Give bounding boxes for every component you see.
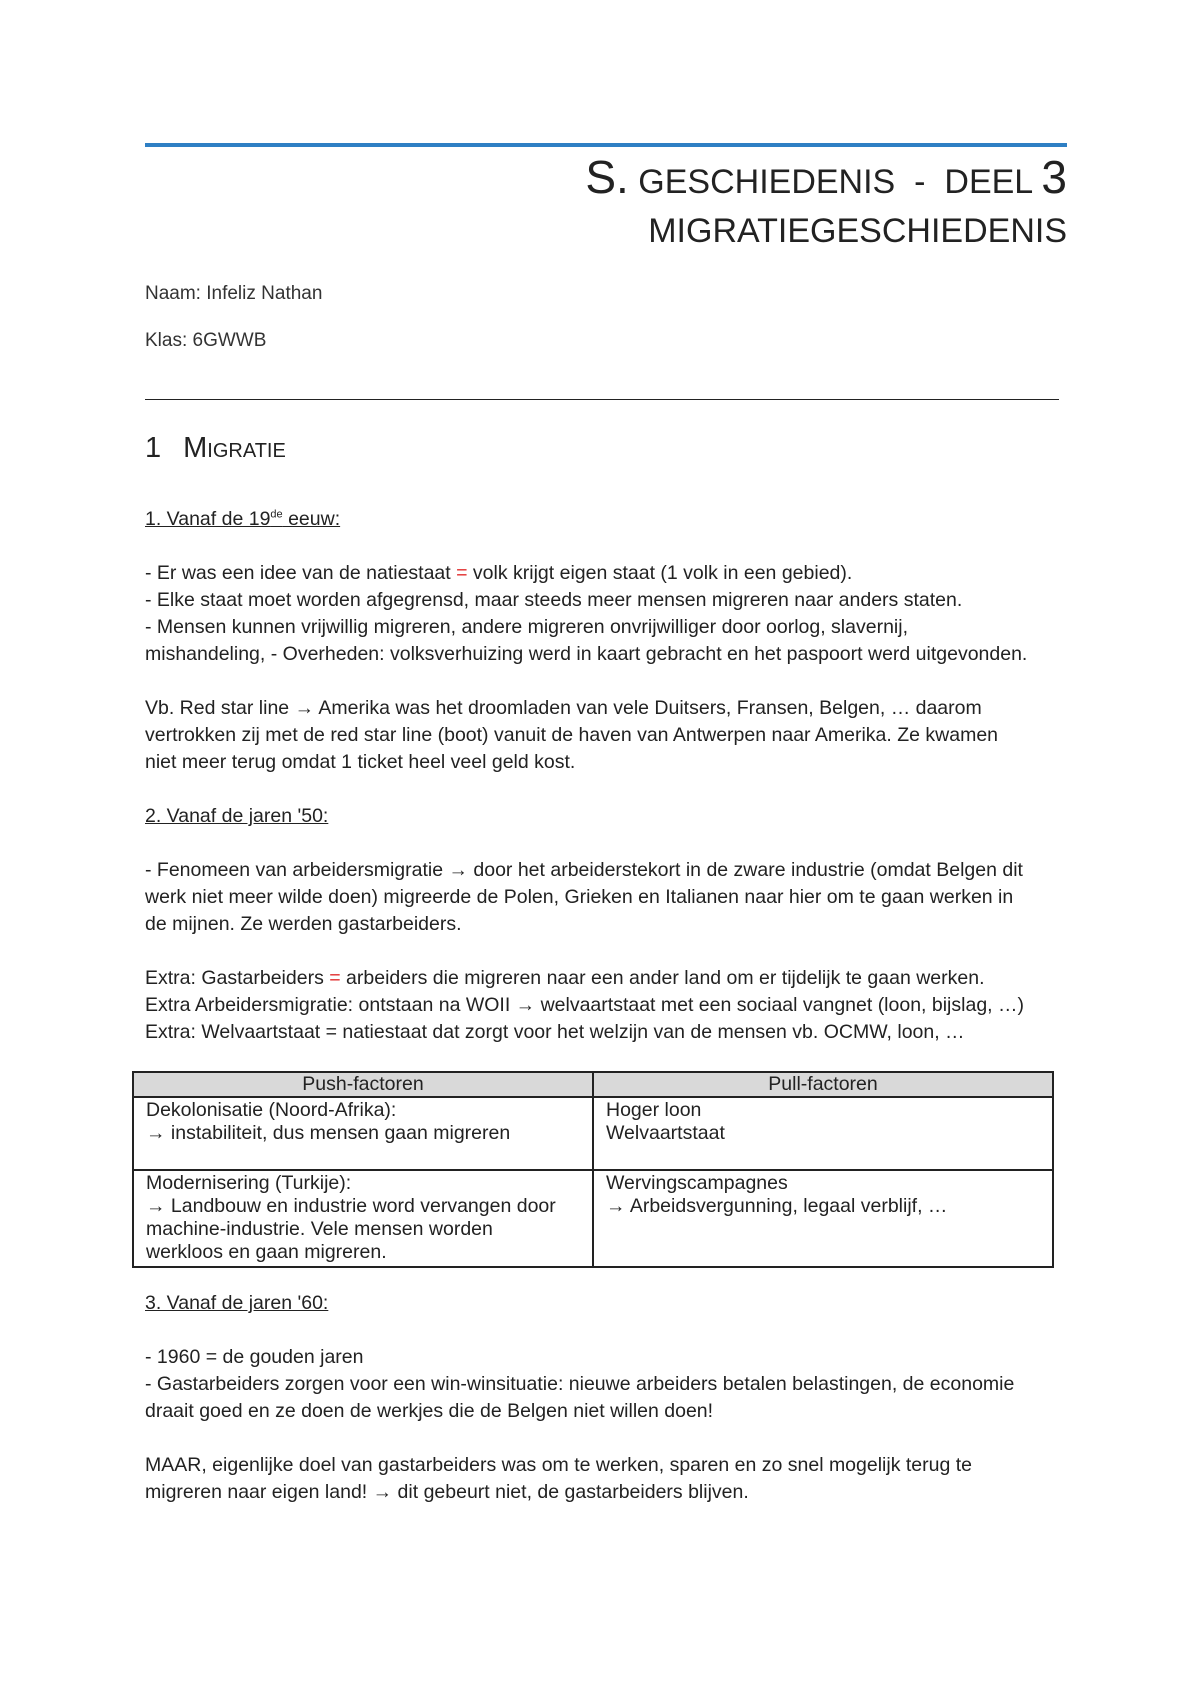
cell-line: Wervingscampagnes bbox=[606, 1172, 788, 1194]
paragraph-line: migreren naar eigen land! → dit gebeurt niet, de gastarbeiders blijven. bbox=[145, 1481, 749, 1503]
pull-cell bbox=[593, 1170, 1053, 1267]
pull-header: Pull-factoren bbox=[593, 1072, 1053, 1097]
page-title bbox=[585, 152, 1067, 207]
table-header-row bbox=[133, 1072, 1053, 1097]
title-block bbox=[585, 152, 1067, 255]
part3-body bbox=[145, 1344, 1075, 1425]
line-text: volk krijgt eigen staat (1 volk in een gebied). bbox=[467, 562, 853, 584]
student-name: Naam: Infeliz Nathan bbox=[145, 283, 323, 304]
paragraph-line: - Mensen kunnen vrijwillig migreren, andere migreren onvrijwilliger door oorlog, slavernij, bbox=[145, 616, 908, 638]
equals-sign: = bbox=[456, 562, 468, 584]
cell-line: → Landbouw en industrie word vervangen door bbox=[146, 1195, 556, 1217]
table-row bbox=[133, 1097, 1053, 1170]
paragraph-line bbox=[145, 560, 1075, 587]
title-number: 3 bbox=[1041, 151, 1067, 203]
cell-line: machine-industrie. Vele mensen worden bbox=[146, 1218, 493, 1240]
pull-cell bbox=[593, 1097, 1053, 1170]
header-accent-rule bbox=[145, 143, 1067, 147]
push-cell bbox=[133, 1097, 593, 1170]
line-text: - Er was een idee van de natiestaat bbox=[145, 562, 457, 584]
push-cell bbox=[133, 1170, 593, 1267]
paragraph-line: draait goed en ze doen de werkjes die de Belgen niet willen doen! bbox=[145, 1400, 714, 1422]
paragraph-line: mishandeling, - Overheden: volksverhuizing werd in kaart gebracht en het paspoort werd uitgevonden. bbox=[145, 643, 1028, 665]
paragraph-line: - Gastarbeiders zorgen voor een win-winsituatie: nieuwe arbeiders betalen belastingen, de economie bbox=[145, 1373, 1015, 1395]
paragraph-line: de mijnen. Ze werden gastarbeiders. bbox=[145, 913, 462, 935]
cell-line: → Arbeidsvergunning, legaal verblijf, … bbox=[606, 1195, 948, 1217]
page-subtitle: MIGRATIEGESCHIEDENIS bbox=[648, 212, 1067, 250]
part2-extra bbox=[145, 965, 1075, 1046]
paragraph-line: werk niet meer wilde doen) migreerde de Polen, Grieken en Italianen naar hier om te gaan werken in bbox=[145, 886, 1014, 908]
part3-heading-text: 3. Vanaf de jaren '60: bbox=[145, 1292, 329, 1314]
part3-heading bbox=[145, 1290, 1075, 1317]
title-deel: DEEL bbox=[944, 163, 1032, 201]
student-class: Klas: 6GWWB bbox=[145, 330, 267, 351]
line-text: Extra: Gastarbeiders bbox=[145, 967, 330, 989]
paragraph-line: - 1960 = de gouden jaren bbox=[145, 1346, 364, 1368]
cell-line: werkloos en gaan migreren. bbox=[146, 1241, 387, 1263]
part1-body bbox=[145, 560, 1075, 668]
title-main: GESCHIEDENIS bbox=[638, 163, 896, 201]
paragraph-line: Extra: Welvaartstaat = natiestaat dat zorgt voor het welzijn van de mensen vb. OCMW, loon, … bbox=[145, 1021, 965, 1043]
part2-heading-text: 2. Vanaf de jaren '50: bbox=[145, 805, 329, 827]
part1-heading-end: eeuw: bbox=[282, 508, 341, 530]
part2-heading bbox=[145, 803, 1075, 830]
paragraph-line bbox=[145, 965, 1075, 992]
cell-line: Dekolonisatie (Noord-Afrika): bbox=[146, 1099, 397, 1121]
part1-heading-text: 1. Vanaf de 19 bbox=[145, 508, 271, 530]
part2-body bbox=[145, 857, 1075, 938]
part1-heading bbox=[145, 506, 1075, 533]
paragraph-line: niet meer terug omdat 1 ticket heel veel geld kost. bbox=[145, 751, 576, 773]
title-dash: - bbox=[914, 163, 926, 201]
push-header: Push-factoren bbox=[133, 1072, 593, 1097]
section-heading bbox=[145, 432, 286, 465]
cell-line: Hoger loon bbox=[606, 1099, 702, 1121]
paragraph-line: vertrokken zij met de red star line (boot) vanuit de haven van Antwerpen naar Amerika. Ze kwamen bbox=[145, 724, 999, 746]
line-text: arbeiders die migreren naar een ander land om er tijdelijk te gaan werken. bbox=[340, 967, 985, 989]
table-row bbox=[133, 1170, 1053, 1267]
cell-line: → instabiliteit, dus mensen gaan migreren bbox=[146, 1122, 511, 1144]
part1-heading-sup: de bbox=[270, 508, 283, 521]
section-title: Migratie bbox=[183, 432, 286, 464]
paragraph-line: MAAR, eigenlijke doel van gastarbeiders was om te werken, sparen en zo snel mogelijk terug te bbox=[145, 1454, 973, 1476]
part3-conclusion bbox=[145, 1452, 1075, 1506]
paragraph-line: Extra Arbeidersmigratie: ontstaan na WOII → welvaartstaat met een sociaal vangnet (loon, bijslag, …) bbox=[145, 994, 1024, 1016]
section-number: 1 bbox=[145, 432, 162, 464]
equals-sign: = bbox=[329, 967, 341, 989]
paragraph-line: - Elke staat moet worden afgegrensd, maar steeds meer mensen migreren naar anders staten. bbox=[145, 589, 963, 611]
title-prefix: S. bbox=[585, 151, 629, 203]
paragraph-line: - Fenomeen van arbeidersmigratie → door het arbeiderstekort in de zware industrie (omdat Belgen dit bbox=[145, 859, 1023, 881]
cell-line: Welvaartstaat bbox=[606, 1122, 725, 1144]
paragraph-line: Vb. Red star line → Amerika was het droomladen van vele Duitsers, Fransen, Belgen, … daarom bbox=[145, 697, 982, 719]
push-pull-table bbox=[132, 1071, 1054, 1268]
divider-line bbox=[145, 399, 1059, 400]
cell-line: Modernisering (Turkije): bbox=[146, 1172, 352, 1194]
part1-example bbox=[145, 695, 1075, 776]
